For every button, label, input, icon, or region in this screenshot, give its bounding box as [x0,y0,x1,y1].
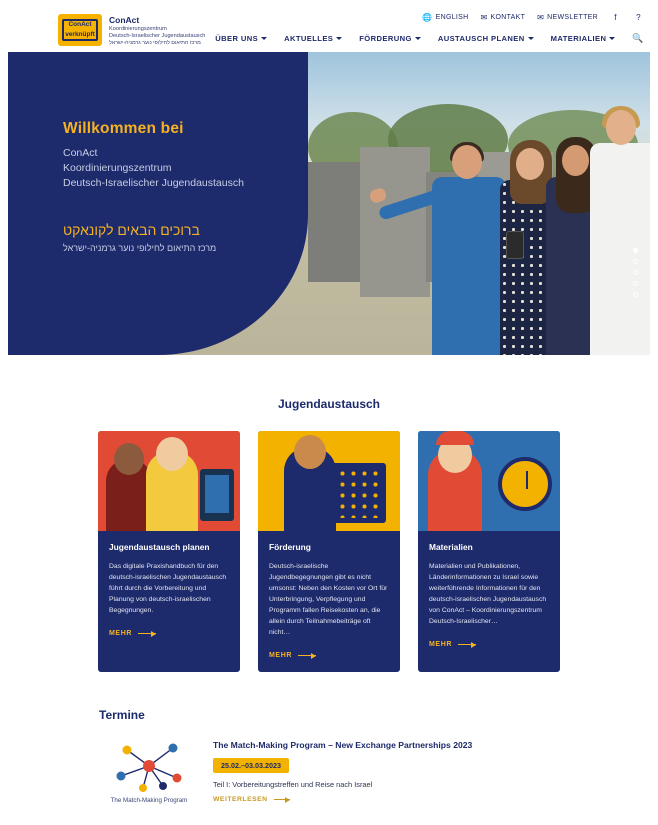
event-subtitle: Teil I: Vorbereitungstreffen und Reise nach Israel [213,780,373,789]
hero-slider [8,52,650,355]
logo-text-block [109,14,205,46]
slider-dot-5[interactable] [633,292,638,297]
hero-line-1: ConAct [63,147,98,159]
arrow-right-icon [458,644,476,645]
chevron-down-icon [415,37,421,40]
utility-link-kontakt[interactable] [480,13,525,22]
logo-hebrew-line: מרכז התיאום לחילופי נוער גרמניה-ישראל [109,39,201,46]
card-more-link[interactable] [109,630,229,637]
card-title: Jugendaustausch planen [109,542,210,552]
nav-label-ueber-uns: ÜBER UNS [215,34,259,43]
youth-card-grid [0,431,658,672]
card-text: Das digitale Praxishandbuch für den deutsch-israelischen Jugendaustausch führt durch die Vorbereitung und Planung von deutsch-israelischen Begegnungen. [109,563,227,614]
info-icon[interactable]: ? [636,13,641,22]
site-header [0,0,658,52]
event-thumb-caption: The Match-Making Program [110,797,188,804]
arrow-right-icon [138,633,156,634]
logo-subtitle-2: Deutsch-Israelischer Jugendaustausch [109,32,206,39]
slider-dot-3[interactable] [633,270,638,275]
hero-hebrew-heading: ברוכים הבאים לקונאקט [63,221,200,238]
hero-person-white-shirt [590,110,650,355]
logo-mark-text: ConAct verknüpft [65,21,95,38]
utility-label-english: ENGLISH [435,14,469,21]
slider-dot-1[interactable] [633,248,638,253]
hero-welcome-heading: Willkommen bei [63,120,184,137]
arrow-right-icon [274,799,290,800]
nav-label-foerderung: FÖRDERUNG [359,34,412,43]
main-navigation [215,33,644,44]
site-logo[interactable] [58,14,205,46]
nav-item-foerderung[interactable] [359,34,421,43]
network-graphic-svg [99,738,199,794]
hero-text-panel [8,52,308,355]
card-more-label: MEHR [269,652,293,659]
event-read-more-label: WEITERLESEN [213,796,268,803]
conact-logo-icon [58,14,102,46]
utility-nav [422,12,644,23]
card-image-foerderung [258,431,400,531]
utility-link-english[interactable] [422,13,468,22]
memorial-slab [308,162,368,282]
card-title: Materialien [429,542,473,552]
chevron-down-icon [528,37,534,40]
chevron-down-icon [609,37,615,40]
card-title: Förderung [269,542,311,552]
card-text: Materialien und Publikationen, Länderinformationen zu Israel sowie weiterführende Informationen für den deutsch-israelischen Jugendaustausch von ConAct – Koordinierungszentrum Deutsch-Israelischer… [429,563,547,625]
arrow-right-icon [298,655,316,656]
card-foerderung[interactable] [258,431,400,672]
event-list-item[interactable] [99,738,658,804]
card-more-link[interactable] [429,641,549,648]
match-making-network-icon [99,738,199,794]
card-jugendaustausch-planen[interactable] [98,431,240,672]
mail-icon: ✉ [480,13,488,22]
newsletter-icon: ✉ [537,13,545,22]
memorial-slab [360,147,430,297]
hero-hebrew-subheading: מרכז התיאום לחילופי נוער גרמניה-ישראל [63,242,217,253]
nav-label-aktuelles: AKTUELLES [284,34,334,43]
nav-label-materialien: MATERIALIEN [550,34,607,43]
hero-line-3: Deutsch-Israelischer Jugendaustausch [63,177,244,190]
slider-dot-4[interactable] [633,281,638,286]
utility-link-newsletter[interactable] [537,13,598,22]
card-image-materialien [418,431,560,531]
utility-label-newsletter: NEWSLETTER [547,14,598,21]
nav-item-austausch-planen[interactable] [438,34,534,43]
nav-label-austausch-planen: AUSTAUSCH PLANEN [437,34,525,43]
facebook-icon[interactable]: f [614,13,617,22]
chevron-down-icon [261,37,267,40]
nav-item-ueber-uns[interactable] [215,34,267,43]
card-text: Deutsch-israelische Jugendbegegnungen gibt es nicht umsonst: Neben den Kosten vor Ort für Unterbringung, Verpflegung und Programm fallen Reisekosten an, die allein durch Teilnahmebeiträge oft nicht… [269,563,388,636]
logo-title: ConAct [109,15,140,25]
card-more-link[interactable] [269,652,389,659]
event-title[interactable]: The Match-Making Program – New Exchange Partnerships 2023 [213,740,473,750]
card-more-label: MEHR [429,641,453,648]
search-icon[interactable]: 🔍 [632,33,644,43]
card-materialien[interactable] [418,431,560,672]
smartphone-prop [506,231,524,259]
utility-label-kontakt: KONTAKT [490,14,526,21]
logo-subtitle-1: Koordinierungszentrum [109,25,167,32]
event-date-badge: 25.02.–03.03.2023 [213,758,289,773]
card-more-label: MEHR [109,630,133,637]
nav-item-aktuelles[interactable] [284,34,342,43]
globe-icon: 🌐 [422,13,433,22]
chevron-down-icon [336,37,342,40]
event-thumbnail [99,738,199,804]
hero-line-2: Koordinierungszentrum [63,162,172,175]
events-section [99,708,658,825]
events-section-title: Termine [99,708,145,722]
slider-dot-2[interactable] [633,259,638,264]
event-details [213,738,472,804]
card-image-planen [98,431,240,531]
event-read-more-link[interactable] [213,796,472,803]
youth-section-title: Jugendaustausch [277,397,381,411]
nav-item-materialien[interactable] [551,34,616,43]
slider-pagination[interactable] [633,248,638,297]
